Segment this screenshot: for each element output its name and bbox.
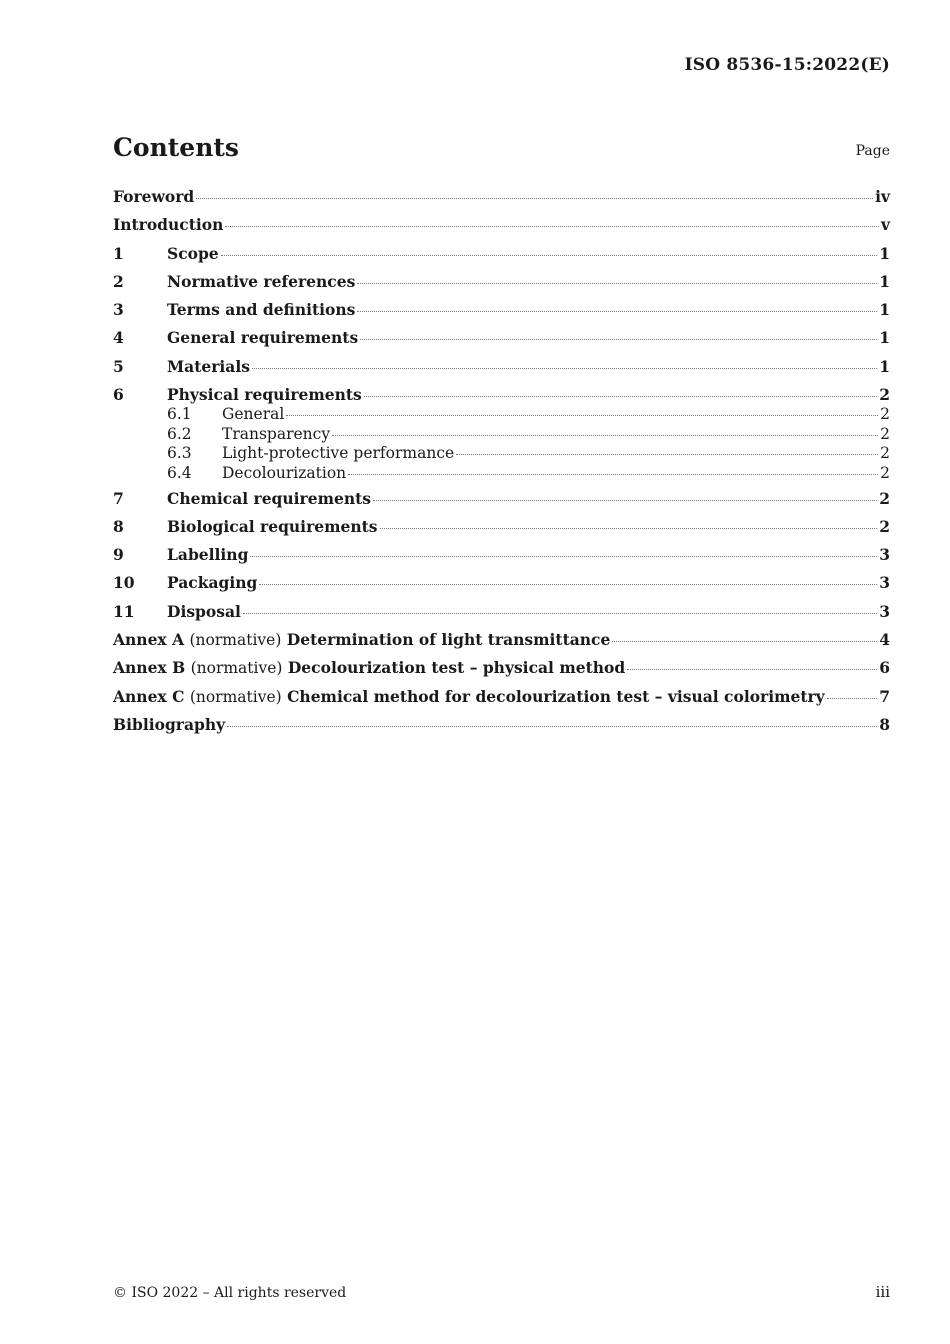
toc-entry-number: 5 (113, 356, 124, 376)
toc-entry-biological-requirements[interactable] (113, 516, 890, 544)
dot-leader (221, 254, 878, 256)
dot-leader (364, 395, 877, 397)
toc-entry-page: 7 (879, 686, 890, 706)
dot-leader (348, 473, 878, 475)
toc-entry-page: 2 (880, 405, 890, 424)
dot-leader (332, 434, 878, 436)
toc-entry-annex-c[interactable] (113, 686, 890, 714)
toc-entry-title: Biological requirements (167, 516, 378, 536)
toc-entry-title: Decolourization (222, 463, 347, 482)
toc-entry-title (113, 658, 625, 678)
dot-leader (243, 612, 877, 614)
dot-leader (360, 338, 877, 340)
toc-entry-physical-requirements[interactable] (113, 384, 890, 404)
toc-subentry-decolourization[interactable] (113, 463, 890, 488)
toc-entry-title: Normative references (167, 271, 356, 291)
document-id: ISO 8536-15:2022(E) (684, 55, 890, 75)
toc-entry-title: General (222, 405, 285, 424)
annex-prefix: Annex C (113, 686, 185, 706)
dot-leader (357, 282, 877, 284)
toc-entry-title: Materials (167, 356, 250, 376)
toc-entry-disposal[interactable] (113, 601, 890, 629)
toc-entry-page: iv (875, 187, 890, 206)
toc-entry-title: Chemical requirements (167, 488, 371, 508)
toc-subentry-light-protective-performance[interactable] (113, 443, 890, 463)
toc-entry-page: 2 (879, 385, 890, 405)
toc-entry-annex-b[interactable] (113, 657, 890, 685)
toc-entry-title: General requirements (167, 328, 359, 348)
toc-entry-title: Physical requirements (167, 385, 362, 405)
toc-entry-page: 3 (879, 545, 890, 565)
toc-entry-page: 4 (879, 630, 890, 650)
toc-entry-page: 2 (879, 516, 890, 536)
toc-entry-number: 6.4 (167, 463, 192, 482)
toc-entry-title: Scope (167, 243, 219, 263)
dot-leader (827, 697, 878, 699)
toc-entry-page: 2 (879, 488, 890, 508)
dot-leader (373, 499, 877, 501)
page-number: iii (875, 1283, 890, 1301)
annex-title: Decolourization test – physical method (287, 658, 626, 678)
toc-entry-number: 3 (113, 300, 124, 320)
toc-entry-title: Terms and definitions (167, 300, 356, 320)
dot-leader (252, 367, 877, 369)
dot-leader (357, 310, 877, 312)
toc-entry-bibliography[interactable] (113, 714, 890, 742)
toc-entry-number: 2 (113, 271, 124, 291)
toc-entry-title: Packaging (167, 573, 258, 593)
toc-entry-page: 1 (879, 328, 890, 348)
annex-qualifier: (normative) (189, 631, 282, 650)
toc-entry-title: Introduction (113, 215, 224, 235)
annex-title: Determination of light transmittance (286, 630, 611, 650)
toc-entry-number: 6.1 (167, 405, 192, 424)
dot-leader (627, 668, 877, 670)
toc-entry-number: 10 (113, 573, 135, 593)
dot-leader (286, 414, 878, 416)
toc-title: Contents (113, 133, 240, 162)
toc-entry-page: 3 (879, 601, 890, 621)
toc-entry-materials[interactable] (113, 356, 890, 384)
toc-entry-page: v (880, 215, 890, 235)
toc-entry-scope[interactable] (113, 243, 890, 271)
toc-entry-introduction[interactable] (113, 214, 890, 242)
dot-leader (196, 197, 873, 199)
dot-leader (612, 640, 877, 642)
toc-entry-number: 9 (113, 545, 124, 565)
toc-entry-page: 1 (879, 271, 890, 291)
toc-entry-number: 4 (113, 328, 124, 348)
toc-entry-page: 6 (879, 658, 890, 678)
toc-entry-number: 8 (113, 516, 124, 536)
toc-entry-title (113, 687, 825, 707)
toc-entry-title: Disposal (167, 601, 241, 621)
table-of-contents (113, 186, 890, 742)
annex-prefix: Annex B (113, 658, 186, 678)
toc-entry-normative-references[interactable] (113, 271, 890, 299)
toc-entry-annex-a[interactable] (113, 629, 890, 657)
dot-leader (225, 225, 879, 227)
toc-subentry-general[interactable] (113, 404, 890, 424)
page-column-label: Page (855, 143, 890, 159)
toc-entry-page: 8 (879, 714, 890, 734)
toc-entry-number: 6.2 (167, 424, 192, 443)
annex-title: Chemical method for decolourization test – visual colorimetry (287, 686, 825, 706)
toc-entry-general-requirements[interactable] (113, 327, 890, 355)
toc-entry-title: Bibliography (113, 714, 226, 734)
toc-subentry-transparency[interactable] (113, 424, 890, 444)
toc-entry-number: 6.3 (167, 444, 192, 463)
dot-leader (259, 583, 877, 585)
toc-entry-title: Transparency (222, 424, 331, 443)
toc-entry-number: 11 (113, 601, 135, 621)
toc-entry-foreword[interactable] (113, 186, 890, 214)
toc-entry-title: Light-protective performance (222, 444, 455, 463)
toc-entry-terms-and-definitions[interactable] (113, 299, 890, 327)
toc-entry-page: 2 (880, 424, 890, 443)
toc-entry-page: 3 (879, 573, 890, 593)
toc-entry-page: 1 (879, 300, 890, 320)
toc-entry-number: 1 (113, 243, 124, 263)
annex-qualifier: (normative) (189, 687, 282, 706)
dot-leader (456, 453, 878, 455)
dot-leader (250, 555, 877, 557)
toc-entry-labelling[interactable] (113, 544, 890, 572)
dot-leader (227, 725, 877, 727)
annex-qualifier: (normative) (190, 659, 283, 678)
copyright-notice: © ISO 2022 – All rights reserved (113, 1285, 347, 1301)
dot-leader (380, 527, 878, 529)
toc-entry-chemical-requirements[interactable] (113, 488, 890, 516)
toc-entry-number: 6 (113, 385, 124, 405)
toc-entry-packaging[interactable] (113, 572, 890, 600)
toc-entry-title: Labelling (167, 545, 249, 565)
toc-entry-page: 1 (879, 243, 890, 263)
annex-prefix: Annex A (113, 630, 185, 650)
toc-entry-page: 1 (879, 356, 890, 376)
toc-entry-page: 2 (880, 463, 890, 482)
toc-entry-title: Foreword (113, 187, 195, 206)
toc-entry-page: 2 (880, 444, 890, 463)
toc-entry-number: 7 (113, 488, 124, 508)
toc-entry-title (113, 630, 610, 650)
